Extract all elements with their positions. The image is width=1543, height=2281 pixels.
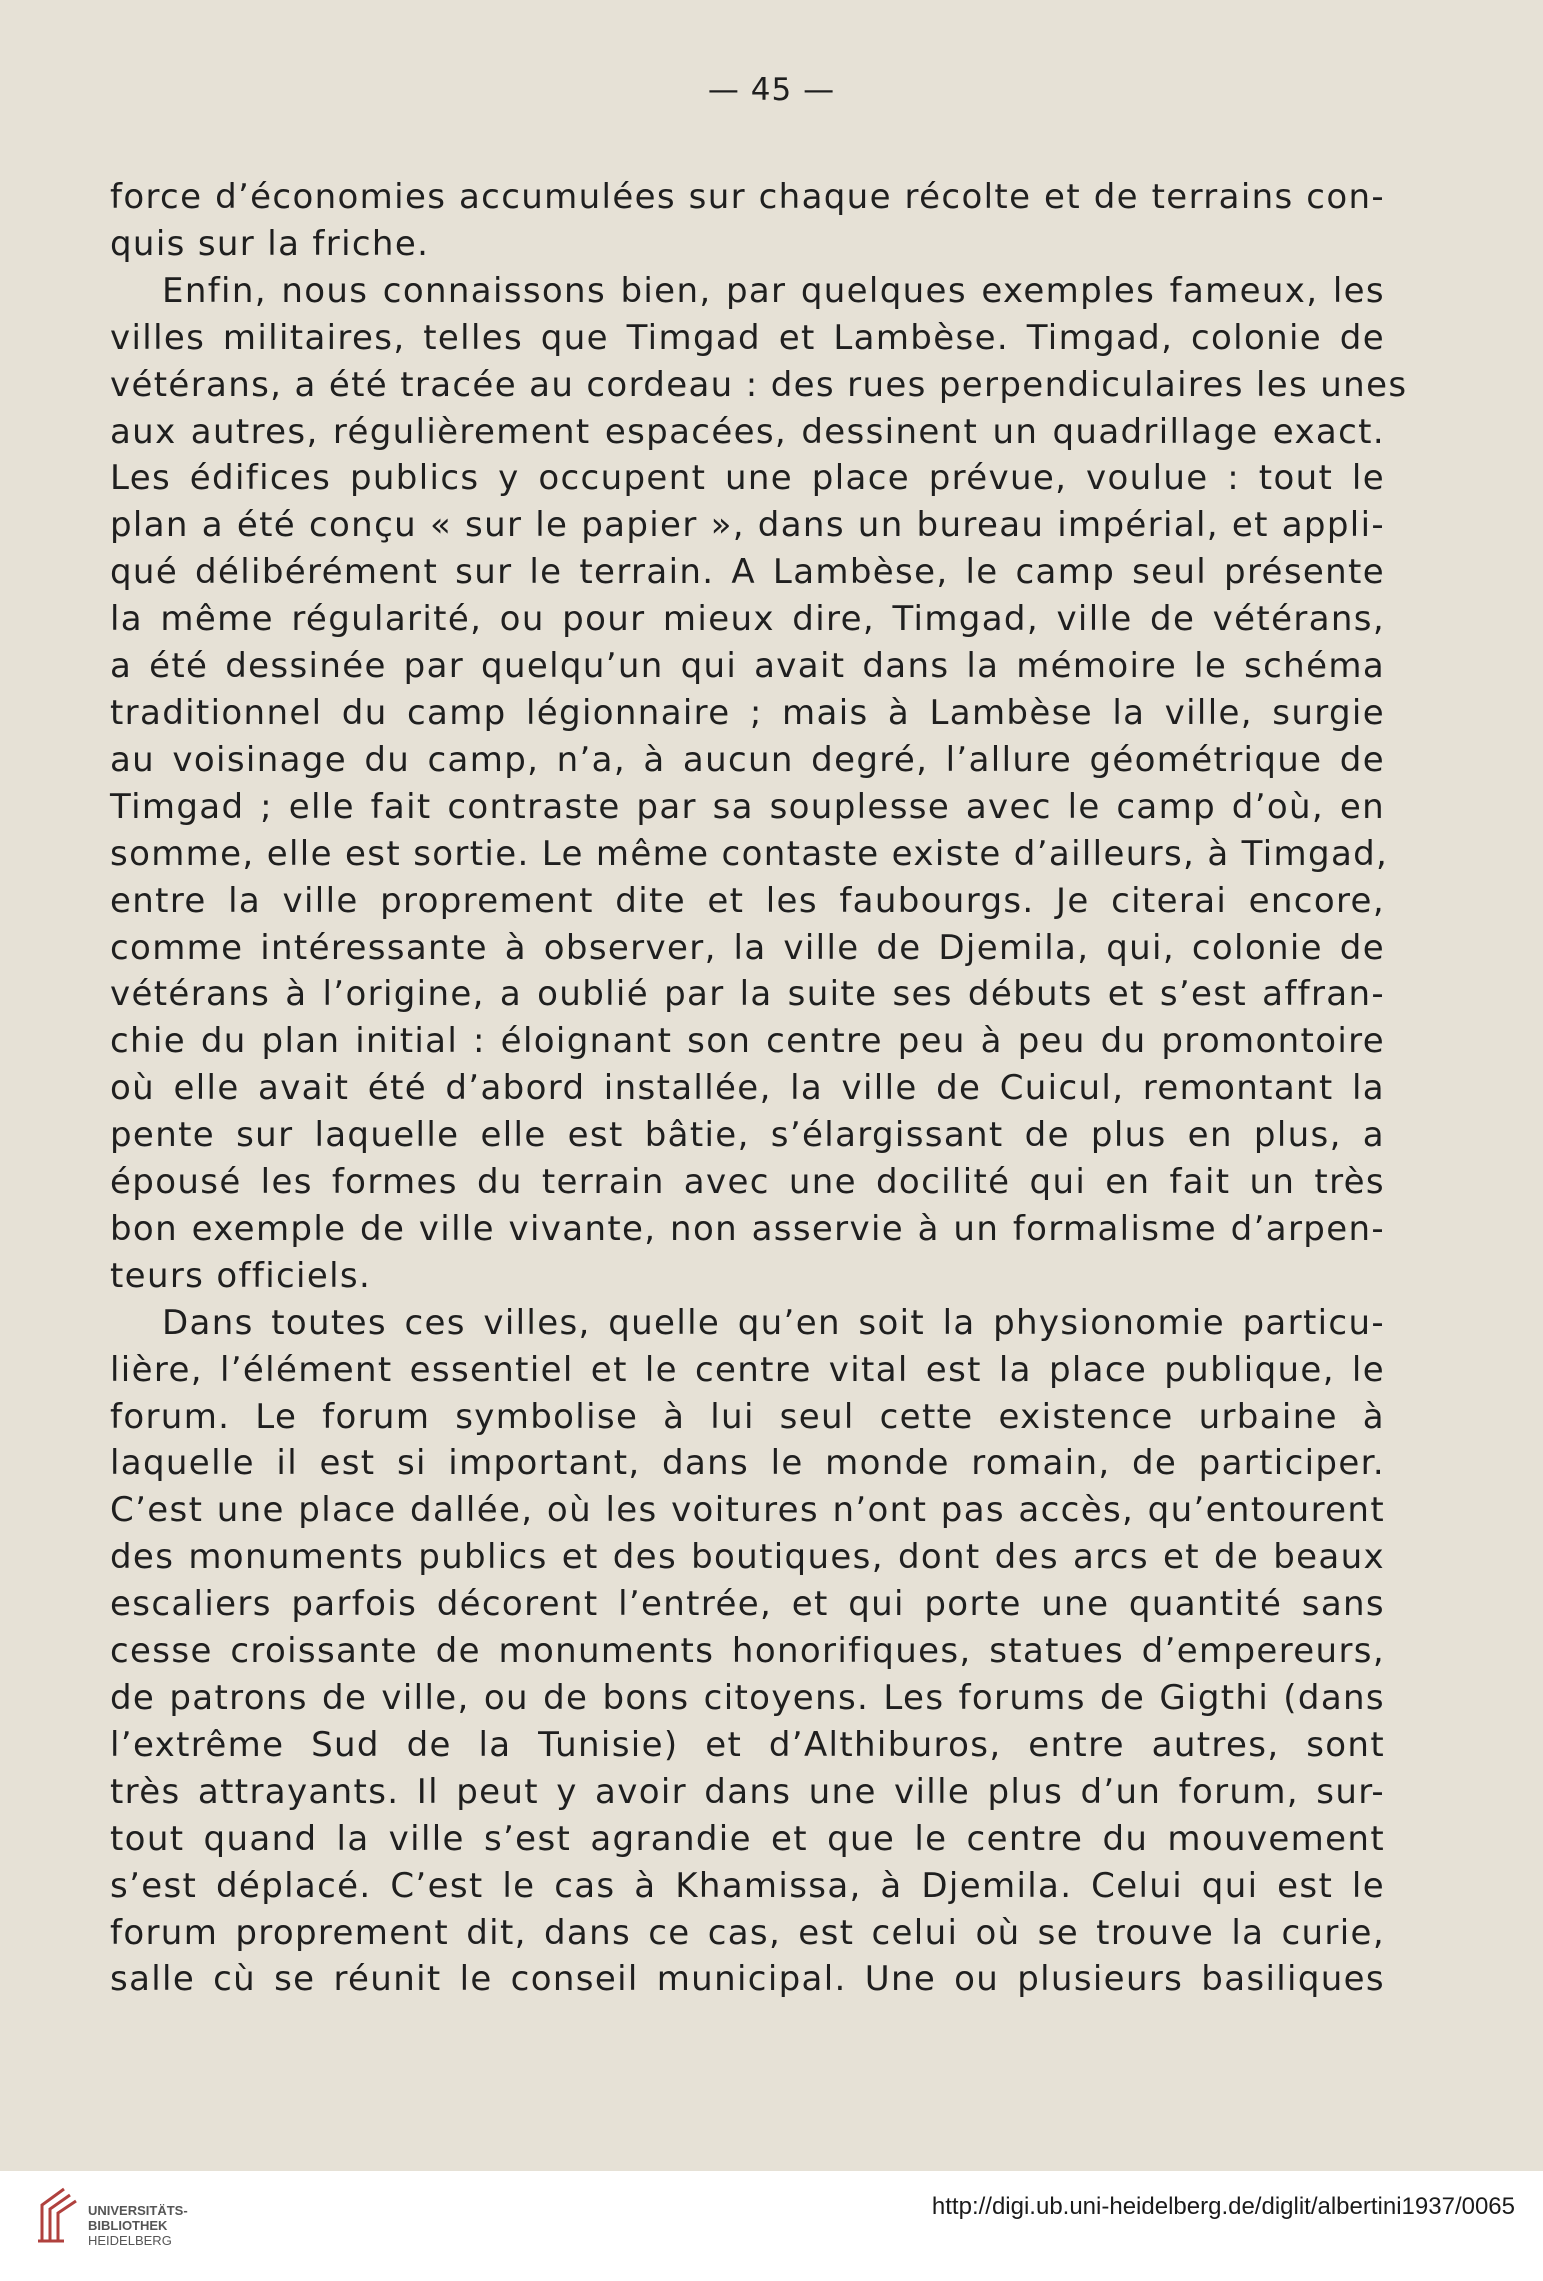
text-line: l’extrême Sud de la Tunisie) et d’Althiburos, entre autres, sont <box>110 1724 1385 1765</box>
text-line: qué délibérément sur le terrain. A Lambèse, le camp seul présente <box>110 552 1385 593</box>
logo-line: BIBLIOTHEK <box>88 2218 168 2233</box>
text-line: tout quand la ville s’est agrandie et que le centre du mouvement <box>110 1818 1385 1859</box>
text-line: très attrayants. Il peut y avoir dans une ville plus d’un forum, sur- <box>110 1771 1385 1812</box>
text-line: Dans toutes ces villes, quelle qu’en soit la physionomie particu- <box>162 1302 1385 1343</box>
text-line: des monuments publics et des boutiques, dont des arcs et de beaux <box>110 1537 1385 1578</box>
body-text <box>110 174 1408 2003</box>
text-line: forum. Le forum symbolise à lui seul cette existence urbaine à <box>110 1396 1385 1437</box>
text-line: force d’économies accumulées sur chaque récolte et de terrains con- <box>110 177 1385 217</box>
logo-line: HEIDELBERG <box>88 2233 172 2248</box>
text-line: C’est une place dallée, où les voitures n’ont pas accès, qu’entourent <box>110 1490 1385 1531</box>
text-line: somme, elle est sortie. Le même contaste existe d’ailleurs, à Timgad, <box>110 833 1389 874</box>
footer-bar <box>0 2171 1543 2281</box>
text-line: vétérans, a été tracée au cordeau : des rues perpendiculaires les unes <box>110 364 1408 405</box>
text-line: s’est déplacé. C’est le cas à Khamissa, à Djemila. Celui qui est le <box>110 1865 1385 1906</box>
text-line: bon exemple de ville vivante, non asservie à un formalisme d’arpen- <box>110 1208 1385 1249</box>
text-line: comme intéressante à observer, la ville de Djemila, qui, colonie de <box>110 927 1385 968</box>
library-logo-icon <box>34 2183 80 2245</box>
paragraph-2 <box>110 268 1408 1300</box>
text-line: plan a été conçu « sur le papier », dans un bureau impérial, et appli- <box>110 505 1385 546</box>
text-line: escaliers parfois décorent l’entrée, et qui porte une quantité sans <box>110 1584 1385 1625</box>
text-line: où elle avait été d’abord installée, la ville de Cuicul, remontant la <box>110 1068 1385 1109</box>
text-line: entre la ville proprement dite et les faubourgs. Je citerai encore, <box>110 880 1385 921</box>
text-line: épousé les formes du terrain avec une docilité qui en fait un très <box>110 1162 1385 1203</box>
text-line: pente sur laquelle elle est bâtie, s’élargissant de plus en plus, a <box>110 1115 1385 1156</box>
text-line: laquelle il est si important, dans le monde romain, de participer. <box>110 1443 1385 1484</box>
text-line: Enfin, nous connaissons bien, par quelques exemples fameux, les <box>162 270 1385 311</box>
text-line: lière, l’élément essentiel et le centre vital est la place publique, le <box>110 1349 1385 1390</box>
text-line: traditionnel du camp légionnaire ; mais à Lambèse la ville, surgie <box>110 692 1385 733</box>
text-line: au voisinage du camp, n’a, à aucun degré, l’allure géométrique de <box>110 739 1385 780</box>
text-line: a été dessinée par quelqu’un qui avait dans la mémoire le schéma <box>110 646 1385 687</box>
paragraph-1 <box>110 174 1385 268</box>
paragraph-3 <box>110 1300 1385 2004</box>
text-line: teurs officiels. <box>110 1255 372 1296</box>
logo-line: UNIVERSITÄTS- <box>88 2203 188 2218</box>
text-line: cesse croissante de monuments honorifiques, statues d’empereurs, <box>110 1631 1385 1672</box>
text-line: forum proprement dit, dans ce cas, est celui où se trouve la curie, <box>110 1912 1385 1953</box>
text-line: Timgad ; elle fait contraste par sa souplesse avec le camp d’où, en <box>110 786 1385 827</box>
text-line: vétérans à l’origine, a oublié par la suite ses débuts et s’est affran- <box>110 974 1385 1015</box>
text-line: villes militaires, telles que Timgad et Lambèse. Timgad, colonie de <box>110 317 1385 358</box>
text-line: quis sur la friche. <box>110 223 430 264</box>
text-line: Les édifices publics y occupent une place prévue, voulue : tout le <box>110 458 1385 499</box>
source-url-link[interactable]: http://digi.ub.uni-heidelberg.de/diglit/albertini1937/0065 <box>931 2193 1515 2220</box>
library-logo-text <box>88 2203 188 2248</box>
text-line: de patrons de ville, ou de bons citoyens. Les forums de Gigthi (dans <box>110 1678 1385 1718</box>
text-line: aux autres, régulièrement espacées, dessinent un quadrillage exact. <box>110 411 1385 452</box>
text-line: salle cù se réunit le conseil municipal. Une ou plusieurs basiliques <box>110 1959 1385 2000</box>
page-number: — 45 — <box>707 72 836 108</box>
text-line: la même régularité, ou pour mieux dire, Timgad, ville de vétérans, <box>110 599 1385 640</box>
text-line: chie du plan initial : éloignant son centre peu à peu du promontoire <box>110 1021 1385 1062</box>
